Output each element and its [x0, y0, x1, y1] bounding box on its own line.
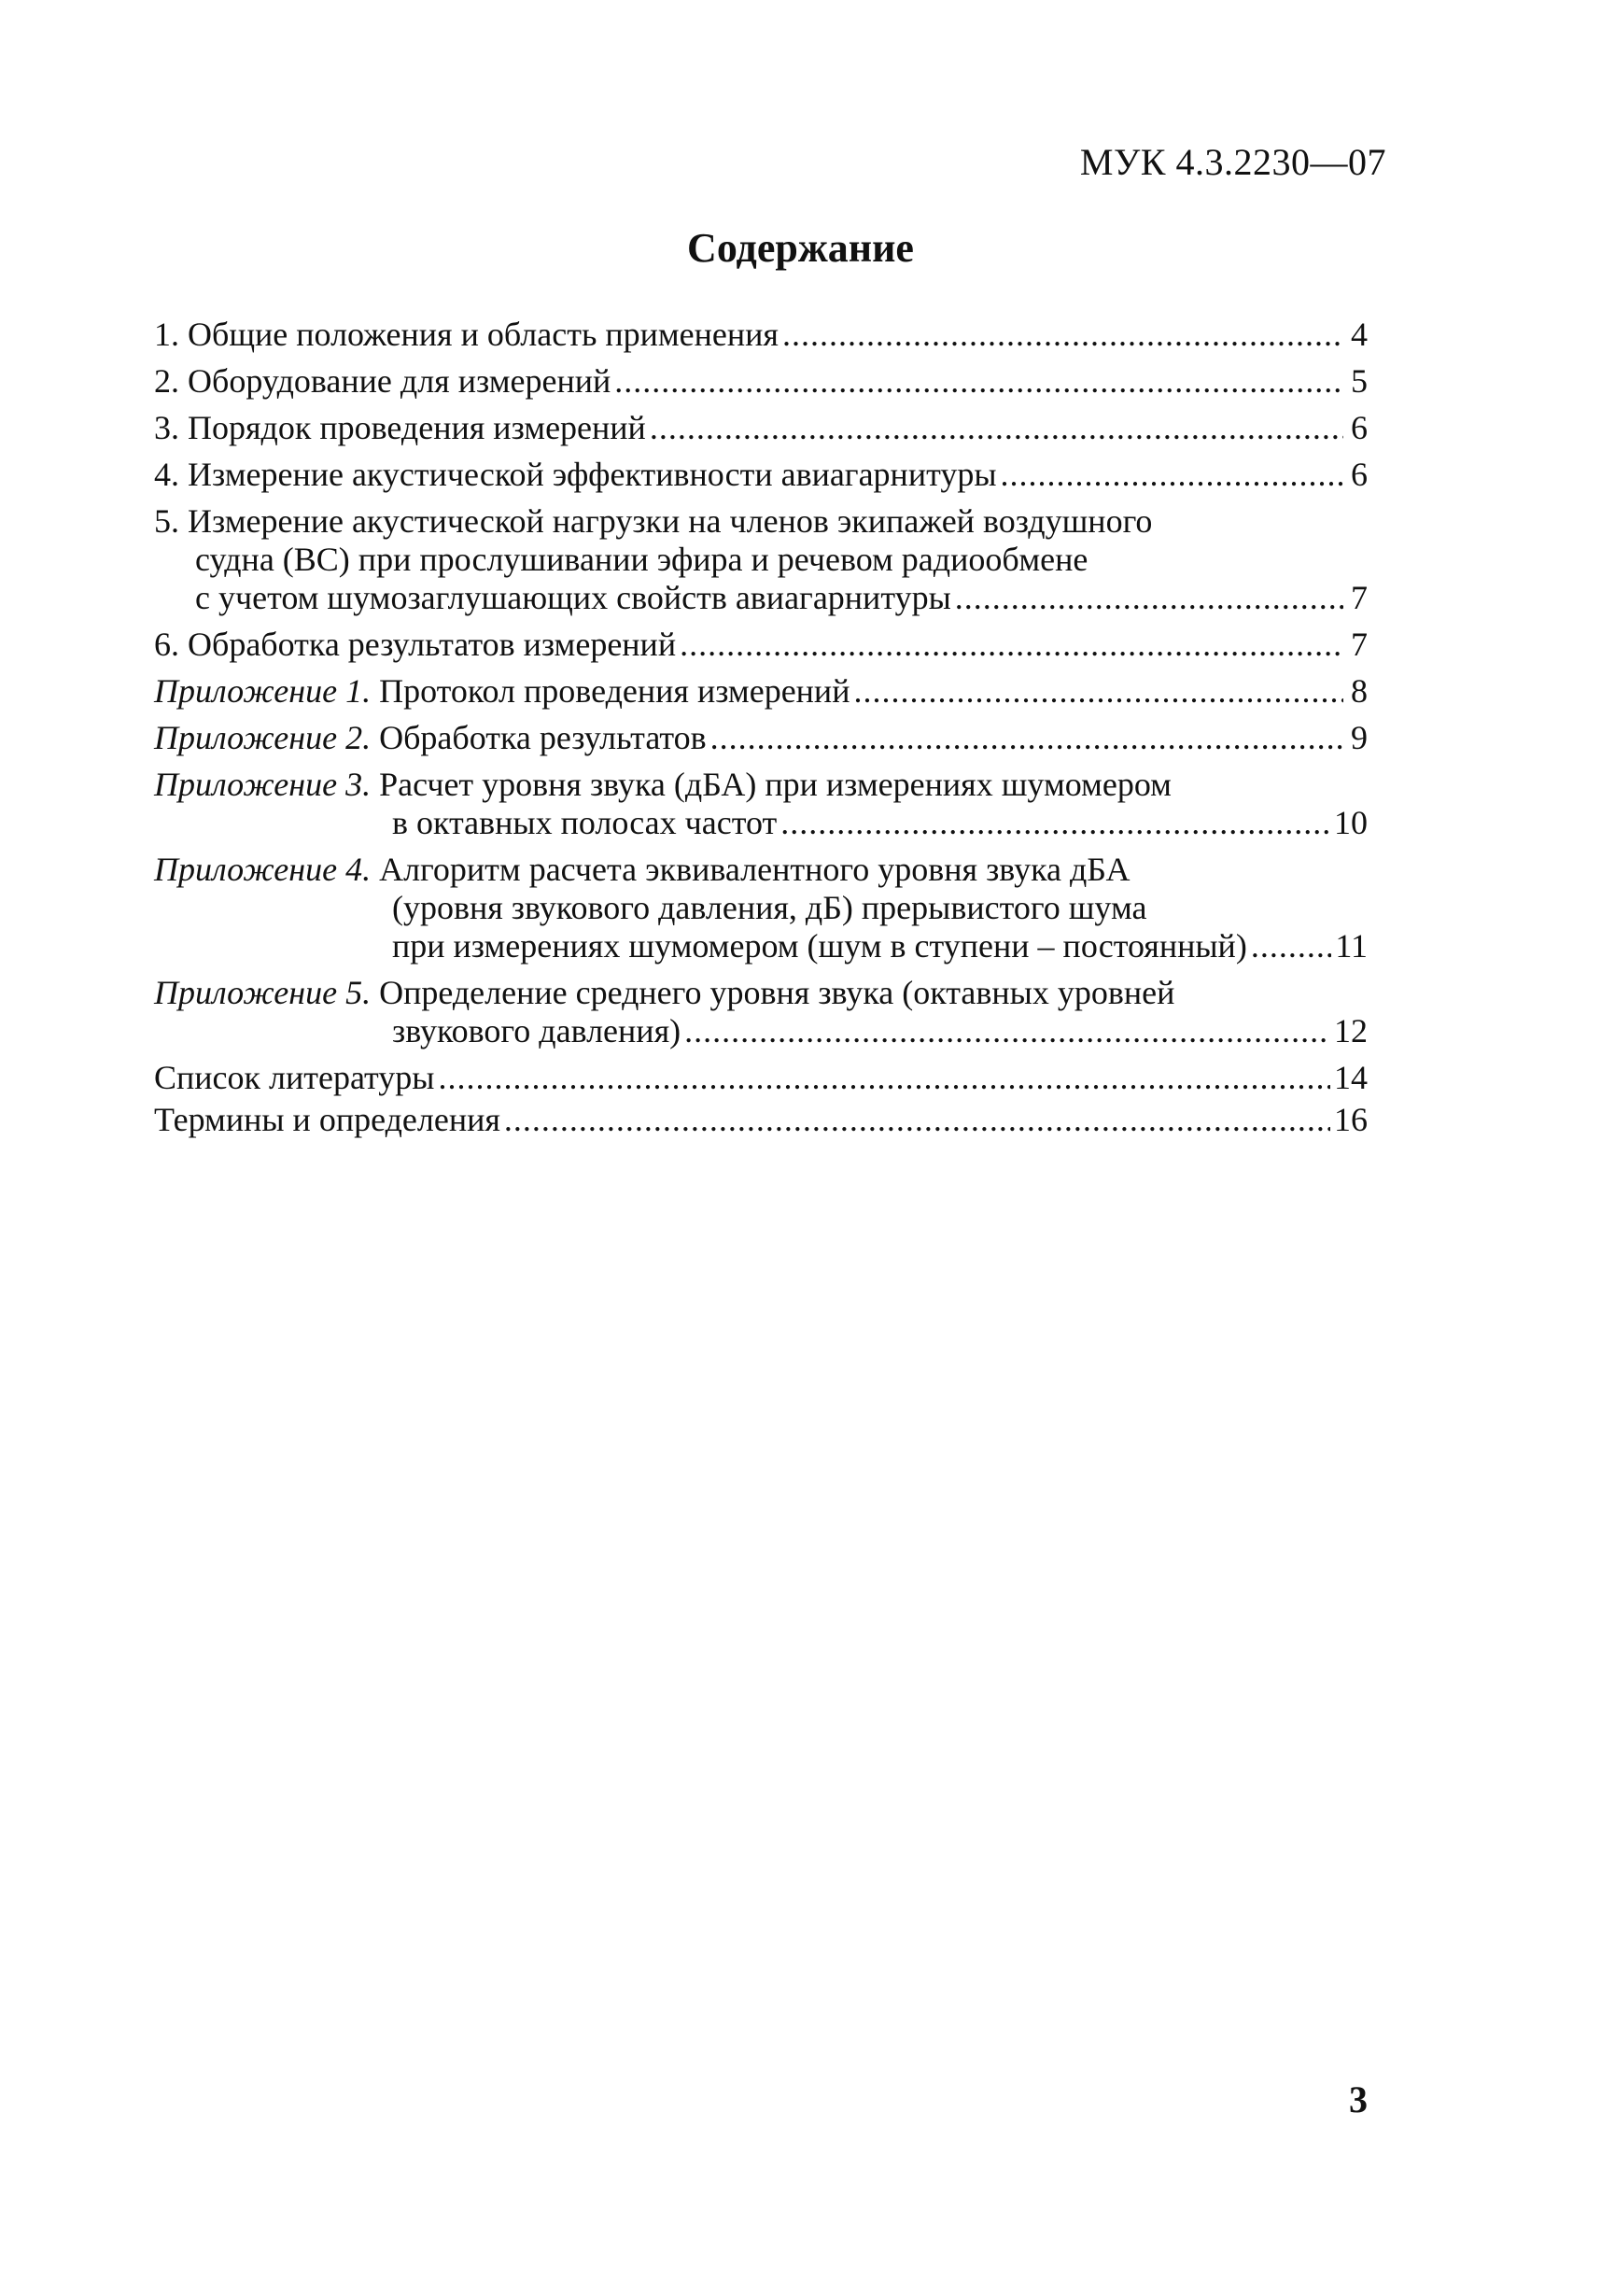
dot-leader	[710, 719, 1343, 757]
dot-leader	[853, 672, 1343, 711]
appendix-label: Приложение 2.	[154, 719, 372, 756]
toc-entry-text: Список литературы	[154, 1059, 435, 1096]
toc-page-number: 10	[1334, 804, 1368, 841]
toc-entry-text: Термины и определения	[154, 1101, 500, 1138]
toc-entry	[154, 719, 1368, 757]
toc-entry-text: судна (ВС) при прослушивании эфира и речевом радиообмене	[195, 541, 1088, 578]
toc-entry-text: 6. Обработка результатов измерений	[154, 626, 677, 663]
document-code: МУК 4.3.2230—07	[1079, 141, 1386, 183]
toc-entry-text: 2. Оборудование для измерений	[154, 362, 611, 400]
dot-leader	[684, 1012, 1330, 1050]
table-of-contents	[154, 316, 1368, 1148]
dot-leader	[955, 579, 1343, 617]
toc-entry	[154, 851, 1368, 965]
toc-entry	[154, 672, 1368, 711]
dot-leader	[650, 409, 1343, 447]
toc-entry-text: Определение среднего уровня звука (октавных уровней	[379, 974, 1175, 1011]
dot-leader	[1251, 927, 1332, 965]
dot-leader	[680, 626, 1343, 664]
dot-leader	[504, 1101, 1330, 1139]
toc-entry-text: 1. Общие положения и область применения	[154, 316, 779, 353]
toc-entry-text: Расчет уровня звука (дБА) при измерениях шумомером	[379, 766, 1172, 803]
toc-entry	[154, 1059, 1368, 1097]
page-title: Содержание	[687, 225, 914, 271]
toc-entry	[154, 1101, 1368, 1139]
page-number: 3	[1349, 2078, 1368, 2120]
toc-entry	[154, 626, 1368, 664]
toc-entry	[154, 766, 1368, 842]
dot-leader	[614, 362, 1343, 401]
toc-entry-text: Алгоритм расчета эквивалентного уровня звука дБА	[379, 851, 1131, 888]
toc-page-number: 12	[1334, 1012, 1368, 1049]
toc-entry-text: Протокол проведения измерений	[379, 672, 850, 710]
toc-entry-text: звукового давления)	[392, 1012, 681, 1049]
appendix-label: Приложение 4.	[154, 851, 372, 888]
toc-page-number: 16	[1334, 1101, 1368, 1138]
dot-leader	[782, 316, 1343, 354]
appendix-label: Приложение 3.	[154, 766, 372, 803]
dot-leader	[780, 804, 1330, 842]
appendix-label: Приложение 1.	[154, 672, 372, 710]
toc-entry-text: 3. Порядок проведения измерений	[154, 409, 646, 446]
toc-entry-text: 5. Измерение акустической нагрузки на членов экипажей воздушного	[154, 502, 1153, 540]
toc-entry-text: в октавных полосах частот	[392, 804, 778, 841]
toc-page-number: 7	[1351, 579, 1368, 616]
toc-page-number: 5	[1351, 362, 1368, 400]
toc-entry	[154, 362, 1368, 401]
toc-page-number: 7	[1351, 626, 1368, 663]
toc-page-number: 8	[1351, 672, 1368, 710]
toc-entry-text: (уровня звукового давления, дБ) прерывистого шума	[392, 889, 1147, 926]
toc-page-number: 4	[1351, 316, 1368, 353]
toc-entry	[154, 456, 1368, 494]
toc-entry	[154, 974, 1368, 1050]
toc-page-number: 6	[1351, 456, 1368, 493]
dot-leader	[438, 1059, 1330, 1097]
toc-entry-text: 4. Измерение акустической эффективности авиагарнитуры	[154, 456, 997, 493]
toc-entry-text: при измерениях шумомером (шум в ступени – постоянный)	[392, 927, 1247, 965]
dot-leader	[1001, 456, 1343, 494]
toc-entry-text: с учетом шумозаглушающих свойств авиагарнитуры	[195, 579, 951, 616]
toc-page-number: 6	[1351, 409, 1368, 446]
toc-page-number: 14	[1334, 1059, 1368, 1096]
toc-entry	[154, 316, 1368, 354]
toc-page-number: 9	[1351, 719, 1368, 756]
appendix-label: Приложение 5.	[154, 974, 372, 1011]
toc-entry	[154, 409, 1368, 447]
toc-page-number: 11	[1335, 927, 1368, 965]
toc-entry	[154, 502, 1368, 617]
toc-entry-text: Обработка результатов	[379, 719, 707, 756]
